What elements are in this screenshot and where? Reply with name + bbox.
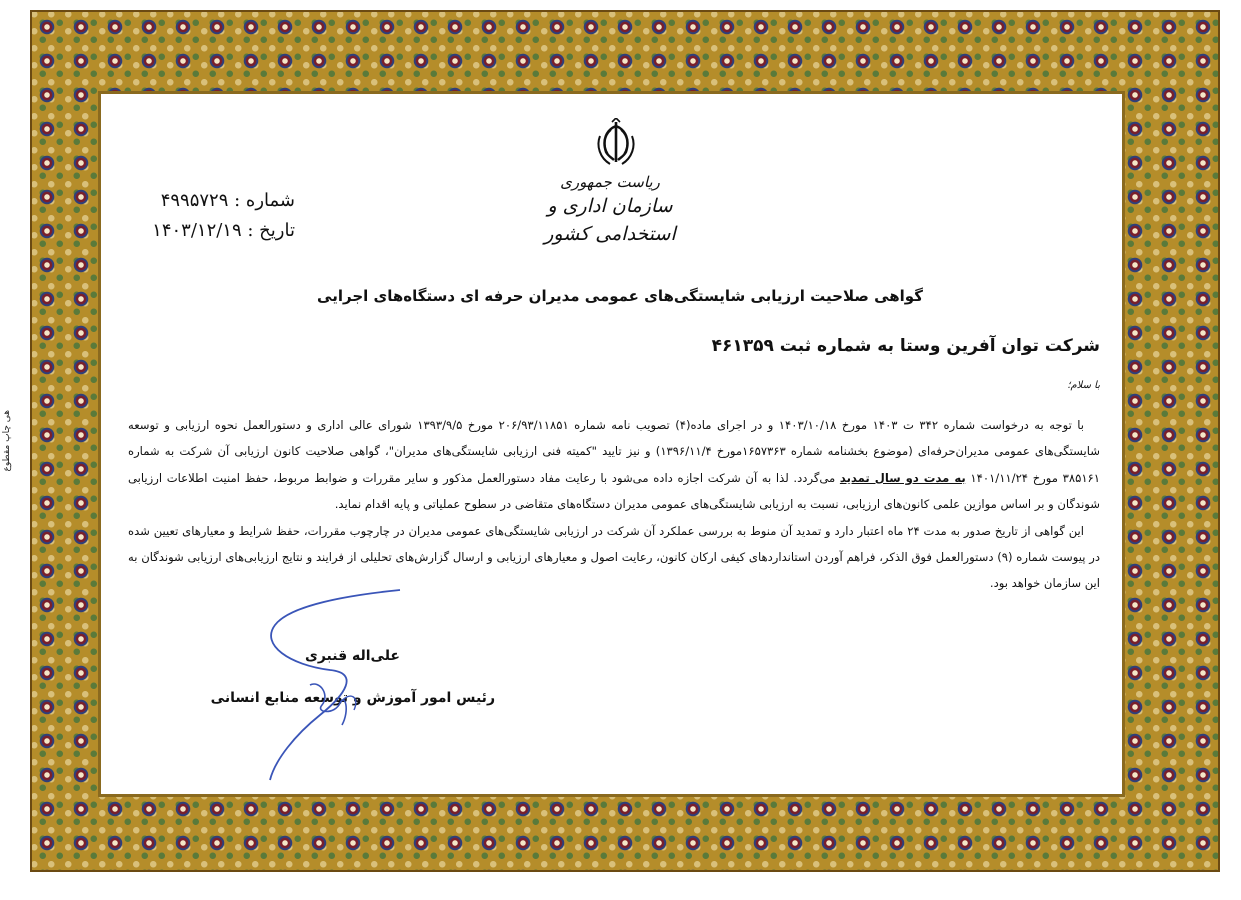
- number-value: ۴۹۹۵۷۲۹: [160, 190, 229, 211]
- number-label: شماره :: [234, 190, 295, 211]
- side-note: [2, 410, 16, 500]
- paragraph-1-part-2: می‌گردد. لذا به آن شرکت اجازه داده می‌شود با رعایت مفاد دستورالعمل مذکور و سایر مقررات و ضوابط مربوط، حفظ امنیت اطلاعات ارزیابی شوندگان و بر اساس موازین علمی کانون‌های ارزیابی، نسبت به ارزیابی شایستگی‌های عمومی مدیران دستگاه‌های متقاضی در سطوح عملیاتی و پایه اقدام نماید.: [128, 470, 1100, 512]
- certificate-title: گواهی صلاحیت ارزیابی شایستگی‌های عمومی مدیران حرفه ای دستگاه‌های اجرایی: [317, 287, 923, 305]
- header-organization: [510, 172, 710, 248]
- signatory-name: علی‌اله قنبری: [305, 648, 400, 664]
- company-heading: شرکت توان آفرین وستا به شماره ثبت ۴۶۱۳۵۹: [711, 336, 1100, 356]
- signatory-title: رئیس امور آموزش و توسعه منابع انسانی: [210, 690, 495, 706]
- date-label: تاریخ :: [247, 220, 295, 241]
- extension-emphasis: به مدت دو سال تمدید: [839, 470, 966, 485]
- paragraph-1: [128, 412, 1100, 518]
- side-note-text: هی چاپ مقطوع: [2, 410, 12, 472]
- organization-name: سازمان اداری و استخدامی کشور: [544, 195, 676, 245]
- paragraph-2: این گواهی از تاریخ صدور به مدت ۲۴ ماه اعتبار دارد و تمدید آن منوط به بررسی عملکرد آن شرکت در ارزیابی شایستگی‌های عمومی مدیران در چارچوب مقررات، حفظ شرایط و معیارهای تعیین شده در پیوست شماره (۹) دستورالعمل فوق الذکر، فراهم آوردن استانداردهای کیفی ارکان کانون، رعایت اصول و معیارهای ارزیابی و ارسال گزارش‌های تحلیلی از فرایند و نتایج ارزیابی‌های ارزیابی شوندگان به این سازمان خواهد بود.: [128, 523, 1100, 591]
- presidency-label: ریاست جمهوری: [560, 173, 660, 191]
- handwritten-signature: [250, 585, 420, 785]
- certificate-text: [128, 412, 1100, 597]
- iran-emblem-icon: [594, 118, 638, 168]
- date-row: [125, 216, 295, 246]
- number-row: [125, 186, 295, 216]
- paragraph-1-part-1: با توجه به درخواست شماره ۳۴۲ ت ۱۴۰۳ مورخ ۱۴۰۳/۱۰/۱۸ و در اجرای ماده(۴) تصویب نامه شماره ۲۰۶/۹۳/۱۱۸۵۱ مورخ ۱۳۹۳/۹/۵ شورای عالی اداری و دستورالعمل نحوه ارزیابی و توسعه شایستگی‌های عمومی مدیران‌حرفه‌ای (موضوع بخشنامه شماره ۱۶۵۷۳۶۳مورخ ۱۳۹۶/۱۱/۴) و نیز تایید "کمیته فنی ارزیابی شایستگی‌های مدیران"، گواهی صلاحیت کانون ارزیابی آن شرکت به شماره ۳۸۵۱۶۱ مورخ ۱۴۰۱/۱۱/۲۴: [128, 418, 1101, 485]
- date-value: ۱۴۰۳/۱۲/۱۹: [152, 220, 242, 241]
- document-meta: [125, 186, 295, 246]
- greeting: با سلام؛: [1067, 380, 1100, 391]
